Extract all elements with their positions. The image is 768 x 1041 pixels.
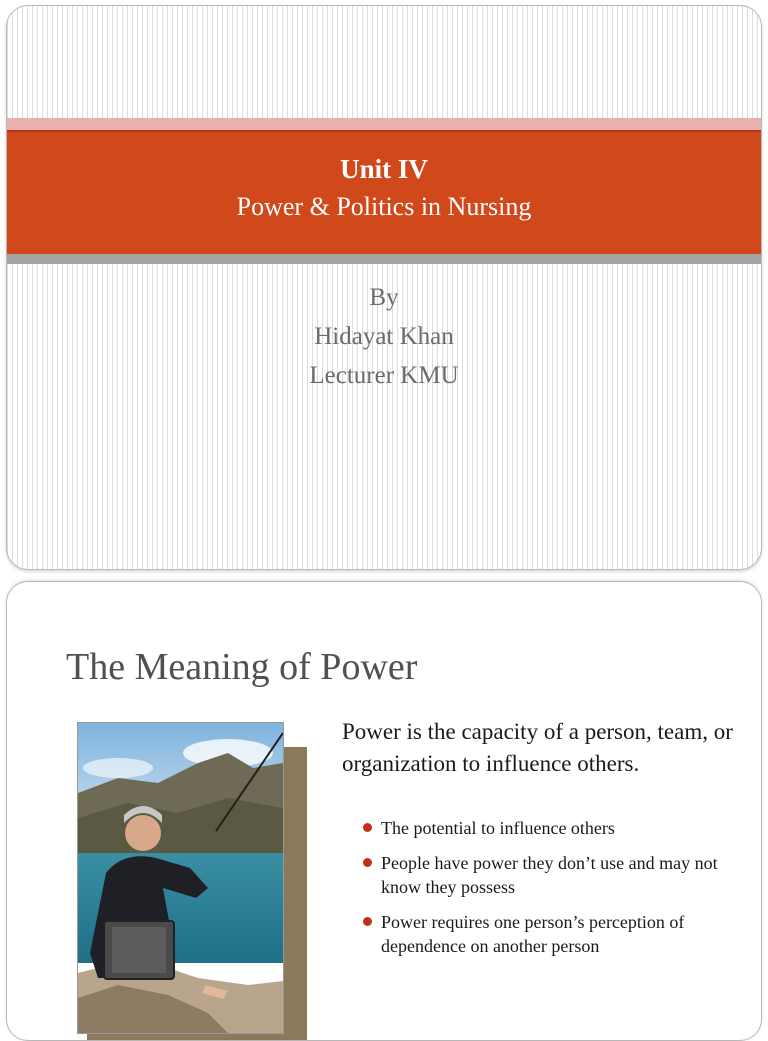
bullet-icon xyxy=(363,917,372,926)
title-slide xyxy=(6,5,762,570)
list-item: The potential to influence others xyxy=(363,816,723,840)
byline-by: By xyxy=(369,284,399,311)
bullet-icon xyxy=(363,823,372,832)
slide-heading: The Meaning of Power xyxy=(66,646,418,688)
list-item: Power requires one person’s perception of dependence on another person xyxy=(363,910,723,958)
accent-band-top xyxy=(7,118,761,130)
bullet-icon xyxy=(363,858,372,867)
slide-subtitle: Power & Politics in Nursing xyxy=(236,192,532,221)
author-block xyxy=(7,278,761,395)
accent-band-bottom xyxy=(7,254,761,264)
author-name: Hidayat Khan xyxy=(314,323,454,350)
author-role: Lecturer KMU xyxy=(309,362,459,389)
bullet-list xyxy=(363,816,723,969)
definition-text: Power is the capacity of a person, team, or organization to influence others. xyxy=(342,719,733,776)
title-band xyxy=(7,130,761,254)
fisherman-photo xyxy=(77,722,284,1034)
slide-title: Unit IV xyxy=(340,154,428,184)
content-slide xyxy=(6,581,762,1041)
list-item: People have power they don’t use and may not know they possess xyxy=(363,851,723,899)
